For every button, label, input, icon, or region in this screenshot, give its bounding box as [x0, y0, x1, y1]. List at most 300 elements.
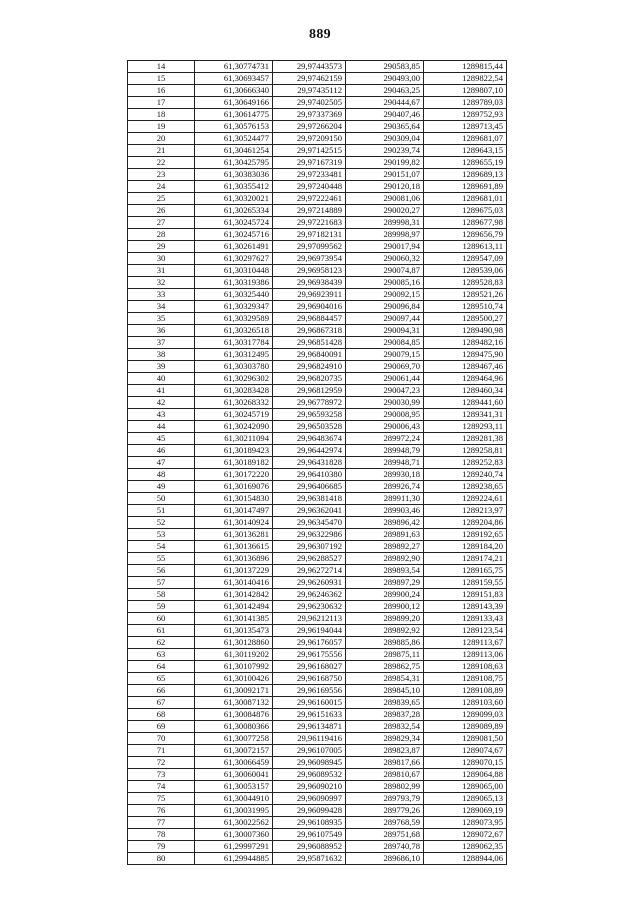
latitude-cell: 61,30087132	[195, 697, 273, 709]
x-coordinate-cell: 289903,46	[346, 505, 424, 517]
table-row	[128, 613, 507, 625]
latitude-cell: 61,30245716	[195, 229, 273, 241]
x-coordinate-cell: 289930,18	[346, 469, 424, 481]
latitude-cell: 61,30383036	[195, 169, 273, 181]
y-coordinate-cell: 1289240,74	[424, 469, 507, 481]
longitude-cell: 29,96098945	[273, 757, 346, 769]
longitude-cell: 29,96483674	[273, 433, 346, 445]
y-coordinate-cell: 1289074,67	[424, 745, 507, 757]
x-coordinate-cell: 289892,90	[346, 553, 424, 565]
longitude-cell: 29,96151633	[273, 709, 346, 721]
longitude-cell: 29,96851428	[273, 337, 346, 349]
y-coordinate-cell: 1289113,67	[424, 637, 507, 649]
latitude-cell: 61,30319386	[195, 277, 273, 289]
longitude-cell: 29,96119416	[273, 733, 346, 745]
table-row	[128, 805, 507, 817]
point-number-cell: 30	[128, 253, 195, 265]
x-coordinate-cell: 289832,54	[346, 721, 424, 733]
x-coordinate-cell: 290092,15	[346, 289, 424, 301]
point-number-cell: 54	[128, 541, 195, 553]
y-coordinate-cell: 1289073,95	[424, 817, 507, 829]
page-number: 889	[309, 27, 331, 42]
longitude-cell: 29,96820735	[273, 373, 346, 385]
x-coordinate-cell: 290060,32	[346, 253, 424, 265]
latitude-cell: 61,30245724	[195, 217, 273, 229]
table-row	[128, 445, 507, 457]
point-number-cell: 22	[128, 157, 195, 169]
point-number-cell: 78	[128, 829, 195, 841]
longitude-cell: 29,96230632	[273, 601, 346, 613]
latitude-cell: 61,30142494	[195, 601, 273, 613]
x-coordinate-cell: 289892,92	[346, 625, 424, 637]
latitude-cell: 61,30072157	[195, 745, 273, 757]
y-coordinate-cell: 1289681,01	[424, 193, 507, 205]
x-coordinate-cell: 289751,68	[346, 829, 424, 841]
x-coordinate-cell: 289893,54	[346, 565, 424, 577]
y-coordinate-cell: 1289510,74	[424, 301, 507, 313]
x-coordinate-cell: 290047,23	[346, 385, 424, 397]
point-number-cell: 53	[128, 529, 195, 541]
point-number-cell: 38	[128, 349, 195, 361]
latitude-cell: 61,30320021	[195, 193, 273, 205]
table-row	[128, 481, 507, 493]
table-row	[128, 697, 507, 709]
table-row	[128, 205, 507, 217]
longitude-cell: 29,96108935	[273, 817, 346, 829]
y-coordinate-cell: 1289691,89	[424, 181, 507, 193]
latitude-cell: 61,30774731	[195, 61, 273, 73]
longitude-cell: 29,96089532	[273, 769, 346, 781]
point-number-cell: 24	[128, 181, 195, 193]
point-number-cell: 35	[128, 313, 195, 325]
x-coordinate-cell: 290061,44	[346, 373, 424, 385]
point-number-cell: 72	[128, 757, 195, 769]
latitude-cell: 61,30147497	[195, 505, 273, 517]
latitude-cell: 61,30044910	[195, 793, 273, 805]
table-row	[128, 301, 507, 313]
y-coordinate-cell: 1289681,07	[424, 133, 507, 145]
longitude-cell: 29,96973954	[273, 253, 346, 265]
table-row	[128, 337, 507, 349]
table-row	[128, 169, 507, 181]
y-coordinate-cell: 1289099,03	[424, 709, 507, 721]
table-row	[128, 637, 507, 649]
y-coordinate-cell: 1289065,00	[424, 781, 507, 793]
table-row	[128, 661, 507, 673]
point-number-cell: 34	[128, 301, 195, 313]
point-number-cell: 68	[128, 709, 195, 721]
longitude-cell: 29,96410380	[273, 469, 346, 481]
x-coordinate-cell: 289896,42	[346, 517, 424, 529]
table-row	[128, 277, 507, 289]
point-number-cell: 14	[128, 61, 195, 73]
table-row	[128, 469, 507, 481]
longitude-cell: 29,96923911	[273, 289, 346, 301]
y-coordinate-cell: 1289224,61	[424, 493, 507, 505]
y-coordinate-cell: 1289341,31	[424, 409, 507, 421]
table-row	[128, 541, 507, 553]
point-number-cell: 55	[128, 553, 195, 565]
longitude-cell: 29,96812959	[273, 385, 346, 397]
point-number-cell: 16	[128, 85, 195, 97]
y-coordinate-cell: 1289113,06	[424, 649, 507, 661]
longitude-cell: 29,96107549	[273, 829, 346, 841]
x-coordinate-cell: 289875,11	[346, 649, 424, 661]
table-row	[128, 241, 507, 253]
x-coordinate-cell: 290020,27	[346, 205, 424, 217]
longitude-cell: 29,97099562	[273, 241, 346, 253]
y-coordinate-cell: 1289521,26	[424, 289, 507, 301]
table-row	[128, 841, 507, 853]
latitude-cell: 61,30077258	[195, 733, 273, 745]
y-coordinate-cell: 1289689,13	[424, 169, 507, 181]
latitude-cell: 61,30031995	[195, 805, 273, 817]
x-coordinate-cell: 290081,06	[346, 193, 424, 205]
point-number-cell: 66	[128, 685, 195, 697]
point-number-cell: 17	[128, 97, 195, 109]
table-row	[128, 817, 507, 829]
x-coordinate-cell: 290199,82	[346, 157, 424, 169]
latitude-cell: 61,30136896	[195, 553, 273, 565]
x-coordinate-cell: 289948,71	[346, 457, 424, 469]
table-row	[128, 565, 507, 577]
longitude-cell: 29,96431828	[273, 457, 346, 469]
point-number-cell: 51	[128, 505, 195, 517]
latitude-cell: 61,30172220	[195, 469, 273, 481]
latitude-cell: 61,30211094	[195, 433, 273, 445]
x-coordinate-cell: 289911,30	[346, 493, 424, 505]
latitude-cell: 61,30310448	[195, 265, 273, 277]
latitude-cell: 61,30084876	[195, 709, 273, 721]
y-coordinate-cell: 1289072,67	[424, 829, 507, 841]
x-coordinate-cell: 289793,79	[346, 793, 424, 805]
longitude-cell: 29,97214889	[273, 205, 346, 217]
point-number-cell: 67	[128, 697, 195, 709]
latitude-cell: 61,30296302	[195, 373, 273, 385]
x-coordinate-cell: 289837,28	[346, 709, 424, 721]
latitude-cell: 61,30326518	[195, 325, 273, 337]
y-coordinate-cell: 1288944,06	[424, 853, 507, 865]
table-row	[128, 433, 507, 445]
point-number-cell: 29	[128, 241, 195, 253]
table-row	[128, 61, 507, 73]
x-coordinate-cell: 289972,24	[346, 433, 424, 445]
point-number-cell: 79	[128, 841, 195, 853]
longitude-cell: 29,97240448	[273, 181, 346, 193]
y-coordinate-cell: 1289123,54	[424, 625, 507, 637]
latitude-cell: 61,30614775	[195, 109, 273, 121]
x-coordinate-cell: 289823,87	[346, 745, 424, 757]
coordinates-table	[127, 60, 507, 865]
latitude-cell: 61,30135473	[195, 625, 273, 637]
x-coordinate-cell: 289845,10	[346, 685, 424, 697]
y-coordinate-cell: 1289643,15	[424, 145, 507, 157]
longitude-cell: 29,96176057	[273, 637, 346, 649]
longitude-cell: 29,96938439	[273, 277, 346, 289]
x-coordinate-cell: 289829,34	[346, 733, 424, 745]
table-row	[128, 313, 507, 325]
x-coordinate-cell: 289686,10	[346, 853, 424, 865]
table-row	[128, 793, 507, 805]
x-coordinate-cell: 289885,86	[346, 637, 424, 649]
x-coordinate-cell: 289900,24	[346, 589, 424, 601]
longitude-cell: 29,96593258	[273, 409, 346, 421]
longitude-cell: 29,96169556	[273, 685, 346, 697]
table-row	[128, 577, 507, 589]
y-coordinate-cell: 1289213,97	[424, 505, 507, 517]
longitude-cell: 29,96345470	[273, 517, 346, 529]
table-row	[128, 145, 507, 157]
table-row	[128, 853, 507, 865]
x-coordinate-cell: 289899,20	[346, 613, 424, 625]
x-coordinate-cell: 290094,31	[346, 325, 424, 337]
latitude-cell: 61,30242090	[195, 421, 273, 433]
longitude-cell: 29,96107005	[273, 745, 346, 757]
longitude-cell: 29,96288527	[273, 553, 346, 565]
y-coordinate-cell: 1289252,83	[424, 457, 507, 469]
latitude-cell: 61,30100426	[195, 673, 273, 685]
latitude-cell: 61,30022562	[195, 817, 273, 829]
table-row	[128, 229, 507, 241]
table-row	[128, 781, 507, 793]
y-coordinate-cell: 1289070,15	[424, 757, 507, 769]
longitude-cell: 29,97402505	[273, 97, 346, 109]
latitude-cell: 61,30245719	[195, 409, 273, 421]
y-coordinate-cell: 1289677,98	[424, 217, 507, 229]
x-coordinate-cell: 289802,99	[346, 781, 424, 793]
point-number-cell: 59	[128, 601, 195, 613]
y-coordinate-cell: 1289165,75	[424, 565, 507, 577]
latitude-cell: 61,30303780	[195, 361, 273, 373]
point-number-cell: 42	[128, 397, 195, 409]
y-coordinate-cell: 1289490,98	[424, 325, 507, 337]
longitude-cell: 29,96272714	[273, 565, 346, 577]
longitude-cell: 29,96778972	[273, 397, 346, 409]
point-number-cell: 75	[128, 793, 195, 805]
latitude-cell: 61,30283428	[195, 385, 273, 397]
table-row	[128, 373, 507, 385]
longitude-cell: 29,97167319	[273, 157, 346, 169]
longitude-cell: 29,96175556	[273, 649, 346, 661]
point-number-cell: 52	[128, 517, 195, 529]
x-coordinate-cell: 289779,26	[346, 805, 424, 817]
x-coordinate-cell: 290151,07	[346, 169, 424, 181]
x-coordinate-cell: 290309,04	[346, 133, 424, 145]
x-coordinate-cell: 289948,79	[346, 445, 424, 457]
y-coordinate-cell: 1289258,81	[424, 445, 507, 457]
latitude-cell: 61,30261491	[195, 241, 273, 253]
point-number-cell: 23	[128, 169, 195, 181]
table-row	[128, 493, 507, 505]
point-number-cell: 25	[128, 193, 195, 205]
latitude-cell: 61,30265334	[195, 205, 273, 217]
x-coordinate-cell: 289998,31	[346, 217, 424, 229]
longitude-cell: 29,96194044	[273, 625, 346, 637]
table-row	[128, 217, 507, 229]
point-number-cell: 74	[128, 781, 195, 793]
y-coordinate-cell: 1289464,96	[424, 373, 507, 385]
point-number-cell: 47	[128, 457, 195, 469]
point-number-cell: 27	[128, 217, 195, 229]
latitude-cell: 61,30092171	[195, 685, 273, 697]
latitude-cell: 61,30140416	[195, 577, 273, 589]
table-row	[128, 361, 507, 373]
table-row	[128, 289, 507, 301]
latitude-cell: 61,30169076	[195, 481, 273, 493]
y-coordinate-cell: 1289192,65	[424, 529, 507, 541]
y-coordinate-cell: 1289143,39	[424, 601, 507, 613]
longitude-cell: 29,97209150	[273, 133, 346, 145]
x-coordinate-cell: 290008,95	[346, 409, 424, 421]
longitude-cell: 29,97266204	[273, 121, 346, 133]
y-coordinate-cell: 1289103,60	[424, 697, 507, 709]
point-number-cell: 32	[128, 277, 195, 289]
y-coordinate-cell: 1289133,43	[424, 613, 507, 625]
table-row	[128, 709, 507, 721]
y-coordinate-cell: 1289713,45	[424, 121, 507, 133]
point-number-cell: 77	[128, 817, 195, 829]
longitude-cell: 29,96168750	[273, 673, 346, 685]
longitude-cell: 29,96260931	[273, 577, 346, 589]
latitude-cell: 61,30119202	[195, 649, 273, 661]
longitude-cell: 29,95871632	[273, 853, 346, 865]
point-number-cell: 39	[128, 361, 195, 373]
point-number-cell: 60	[128, 613, 195, 625]
table-row	[128, 589, 507, 601]
longitude-cell: 29,96246362	[273, 589, 346, 601]
x-coordinate-cell: 289862,75	[346, 661, 424, 673]
longitude-cell: 29,96160015	[273, 697, 346, 709]
latitude-cell: 61,30080366	[195, 721, 273, 733]
x-coordinate-cell: 290097,44	[346, 313, 424, 325]
longitude-cell: 29,96958123	[273, 265, 346, 277]
table-row	[128, 121, 507, 133]
table-row	[128, 673, 507, 685]
table-row	[128, 745, 507, 757]
latitude-cell: 61,30355412	[195, 181, 273, 193]
longitude-cell: 29,96503528	[273, 421, 346, 433]
x-coordinate-cell: 290017,94	[346, 241, 424, 253]
y-coordinate-cell: 1289081,50	[424, 733, 507, 745]
latitude-cell: 61,29997291	[195, 841, 273, 853]
x-coordinate-cell: 290030,99	[346, 397, 424, 409]
y-coordinate-cell: 1289281,38	[424, 433, 507, 445]
latitude-cell: 61,30524477	[195, 133, 273, 145]
x-coordinate-cell: 290096,84	[346, 301, 424, 313]
point-number-cell: 80	[128, 853, 195, 865]
table-row	[128, 421, 507, 433]
table-row	[128, 385, 507, 397]
table-row	[128, 625, 507, 637]
x-coordinate-cell: 289892,27	[346, 541, 424, 553]
longitude-cell: 29,97337369	[273, 109, 346, 121]
point-number-cell: 46	[128, 445, 195, 457]
point-number-cell: 15	[128, 73, 195, 85]
latitude-cell: 61,30268332	[195, 397, 273, 409]
longitude-cell: 29,96322986	[273, 529, 346, 541]
x-coordinate-cell: 290084,85	[346, 337, 424, 349]
table-row	[128, 409, 507, 421]
point-number-cell: 48	[128, 469, 195, 481]
latitude-cell: 61,29944885	[195, 853, 273, 865]
latitude-cell: 61,30107992	[195, 661, 273, 673]
longitude-cell: 29,96381418	[273, 493, 346, 505]
table-row	[128, 553, 507, 565]
longitude-cell: 29,96212113	[273, 613, 346, 625]
y-coordinate-cell: 1289064,88	[424, 769, 507, 781]
table-row	[128, 349, 507, 361]
latitude-cell: 61,30053157	[195, 781, 273, 793]
y-coordinate-cell: 1289500,27	[424, 313, 507, 325]
y-coordinate-cell: 1289293,11	[424, 421, 507, 433]
x-coordinate-cell: 289854,31	[346, 673, 424, 685]
point-number-cell: 62	[128, 637, 195, 649]
latitude-cell: 61,30329589	[195, 313, 273, 325]
longitude-cell: 29,96824910	[273, 361, 346, 373]
y-coordinate-cell: 1289204,86	[424, 517, 507, 529]
x-coordinate-cell: 290069,70	[346, 361, 424, 373]
longitude-cell: 29,96904016	[273, 301, 346, 313]
y-coordinate-cell: 1289184,20	[424, 541, 507, 553]
longitude-cell: 29,96090997	[273, 793, 346, 805]
point-number-cell: 58	[128, 589, 195, 601]
point-number-cell: 21	[128, 145, 195, 157]
x-coordinate-cell: 290006,43	[346, 421, 424, 433]
latitude-cell: 61,30137229	[195, 565, 273, 577]
y-coordinate-cell: 1289108,89	[424, 685, 507, 697]
x-coordinate-cell: 289817,66	[346, 757, 424, 769]
table-row	[128, 397, 507, 409]
table-row	[128, 733, 507, 745]
latitude-cell: 61,30666340	[195, 85, 273, 97]
y-coordinate-cell: 1289069,19	[424, 805, 507, 817]
x-coordinate-cell: 290493,00	[346, 73, 424, 85]
x-coordinate-cell: 290444,67	[346, 97, 424, 109]
longitude-cell: 29,97462159	[273, 73, 346, 85]
y-coordinate-cell: 1289238,65	[424, 481, 507, 493]
table-row	[128, 517, 507, 529]
longitude-cell: 29,97233481	[273, 169, 346, 181]
y-coordinate-cell: 1289789,03	[424, 97, 507, 109]
x-coordinate-cell: 289768,59	[346, 817, 424, 829]
longitude-cell: 29,96442974	[273, 445, 346, 457]
table-row	[128, 97, 507, 109]
latitude-cell: 61,30060041	[195, 769, 273, 781]
x-coordinate-cell: 289839,65	[346, 697, 424, 709]
latitude-cell: 61,30576153	[195, 121, 273, 133]
longitude-cell: 29,96134871	[273, 721, 346, 733]
point-number-cell: 50	[128, 493, 195, 505]
point-number-cell: 70	[128, 733, 195, 745]
table-row	[128, 325, 507, 337]
table-row	[128, 529, 507, 541]
table-row	[128, 73, 507, 85]
y-coordinate-cell: 1289807,10	[424, 85, 507, 97]
y-coordinate-cell: 1289467,46	[424, 361, 507, 373]
x-coordinate-cell: 289900,12	[346, 601, 424, 613]
y-coordinate-cell: 1289062,35	[424, 841, 507, 853]
latitude-cell: 61,30154830	[195, 493, 273, 505]
latitude-cell: 61,30142842	[195, 589, 273, 601]
y-coordinate-cell: 1289675,03	[424, 205, 507, 217]
y-coordinate-cell: 1289752,93	[424, 109, 507, 121]
table-row	[128, 685, 507, 697]
point-number-cell: 26	[128, 205, 195, 217]
y-coordinate-cell: 1289475,90	[424, 349, 507, 361]
longitude-cell: 29,97222461	[273, 193, 346, 205]
y-coordinate-cell: 1289151,83	[424, 589, 507, 601]
y-coordinate-cell: 1289656,79	[424, 229, 507, 241]
